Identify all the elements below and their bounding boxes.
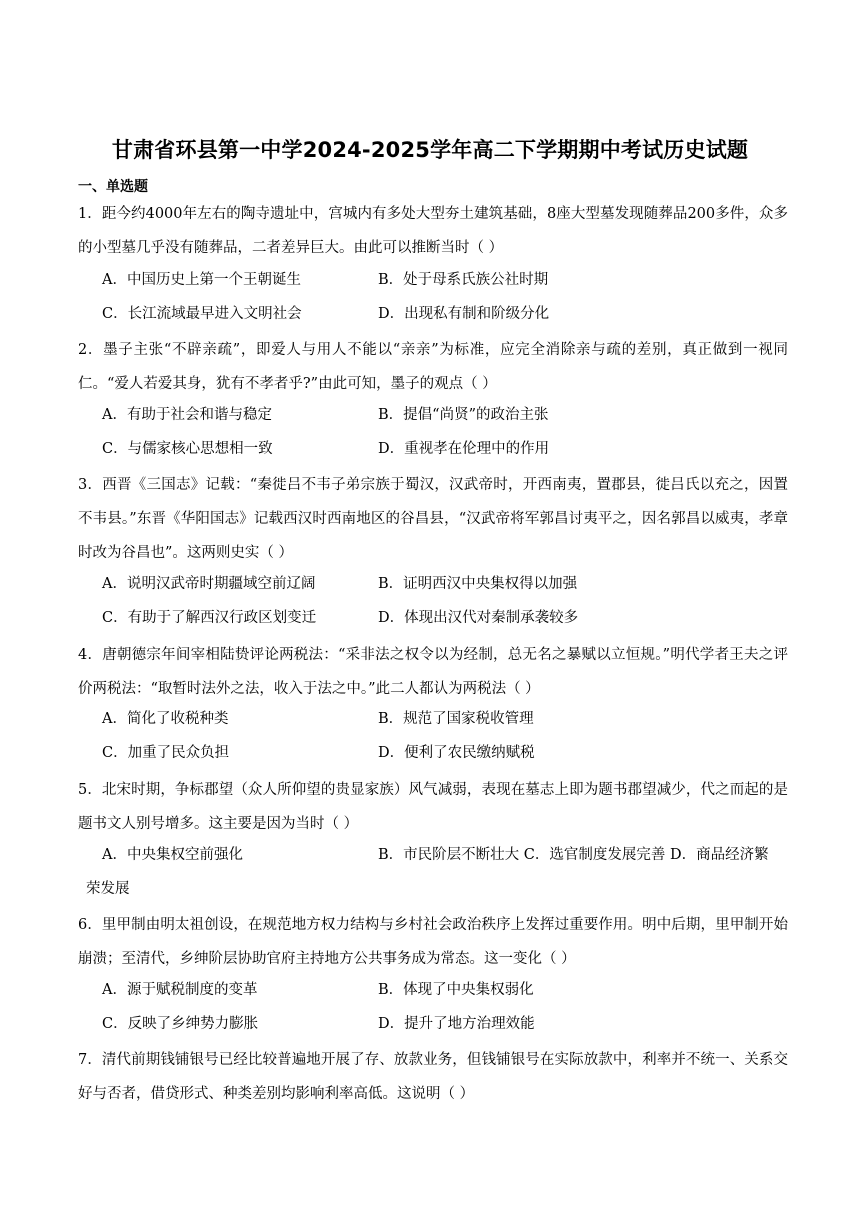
question-stem: 1．距今约4000年左右的陶寺遗址中，宫城内有多处大型夯土建筑基础，8座大型墓发现随葬品200多件，众多的小型墓几乎没有随葬品，二者差异巨大。由此可以推断当时（ ）	[78, 206, 788, 256]
option-d[interactable]: D．提升了地方治理效能	[378, 1016, 535, 1032]
option-a[interactable]: A．中央集权空前强化	[102, 847, 243, 863]
question-stem: 5．北宋时期，争标郡望（众人所仰望的贵显家族）风气减弱，表现在墓志上即为题书郡望减少，代之而起的是题书文人别号增多。这主要是因为当时（ ）	[78, 782, 788, 832]
option-a[interactable]: A．简化了收税种类	[102, 711, 229, 727]
question-stem: 4．唐朝德宗年间宰相陆贽评论两税法：“采非法之权令以为经制，总无名之暴赋以立恒规。”明代学者王夫之评价两税法：“取暂时法外之法，收入于法之中。”此二人都认为两税法（ ）	[78, 647, 788, 697]
option-d[interactable]: D．重视孝在伦理中的作用	[378, 441, 550, 457]
option-a[interactable]: A．源于赋税制度的变革	[102, 982, 258, 998]
option-c[interactable]: C．与儒家核心思想相一致	[102, 441, 273, 457]
question-stem: 7．清代前期钱铺银号已经比较普遍地开展了存、放款业务，但钱铺银号在实际放款中，利率并不统一、关系交好与否者，借贷形式、种类差别均影响利率高低。这说明（ ）	[78, 1052, 788, 1102]
question-stem: 6．里甲制由明太祖创设，在规范地方权力结构与乡村社会政治秩序上发挥过重要作用。明中后期，里甲制开始崩溃；至清代，乡绅阶层协助官府主持地方公共事务成为常态。这一变化（ ）	[78, 917, 788, 967]
option-d[interactable]: D．便利了农民缴纳赋税	[378, 745, 535, 761]
option-d[interactable]: D．出现私有制和阶级分化	[378, 306, 550, 322]
option-c[interactable]: C．长江流域最早进入文明社会	[102, 306, 302, 322]
option-a[interactable]: A．说明汉武帝时期疆域空前辽阔	[102, 576, 316, 592]
question-stem: 3．西晋《三国志》记载：“秦徙吕不韦子弟宗族于蜀汉，汉武帝时，开西南夷，置郡县，徙吕氏以充之，因置不韦县。”东晋《华阳国志》记载西汉时西南地区的谷昌县，“汉武帝将军郭昌讨夷平之，因名郭昌以威夷，孝章时改为谷昌也”。这两则史实（ ）	[78, 477, 788, 561]
option-b[interactable]: B．提倡“尚贤”的政治主张	[378, 407, 549, 423]
option-a[interactable]: A．有助于社会和谐与稳定	[102, 407, 272, 423]
option-b[interactable]: B．体现了中央集权弱化	[378, 982, 534, 998]
option-d-continuation: 荣发展	[86, 881, 130, 897]
option-d[interactable]: D．体现出汉代对秦制承袭较多	[378, 610, 579, 626]
option-c[interactable]: C．加重了民众负担	[102, 745, 230, 761]
option-b[interactable]: B．规范了国家税收管理	[378, 711, 534, 727]
option-c[interactable]: C．反映了乡绅势力膨胀	[102, 1016, 259, 1032]
option-b[interactable]: B．证明西汉中央集权得以加强	[378, 576, 578, 592]
option-c[interactable]: C．有助于了解西汉行政区划变迁	[102, 610, 317, 626]
question-stem: 2．墨子主张“不辟亲疏”，即爱人与用人不能以“亲亲”为标准，应完全消除亲与疏的差别，真正做到一视同仁。“爱人若爱其身，犹有不孝者乎?”由此可知，墨子的观点（ ）	[78, 342, 788, 392]
option-b-c-d[interactable]: B．市民阶层不断壮大 C．选官制度发展完善 D．商品经济繁	[378, 847, 769, 863]
option-b[interactable]: B．处于母系氏族公社时期	[378, 272, 549, 288]
page-title: 甘肃省环县第一中学2024-2025学年高二下学期期中考试历史试题	[111, 138, 749, 162]
option-a[interactable]: A．中国历史上第一个王朝诞生	[102, 272, 301, 288]
section-heading: 一、单选题	[78, 179, 148, 195]
